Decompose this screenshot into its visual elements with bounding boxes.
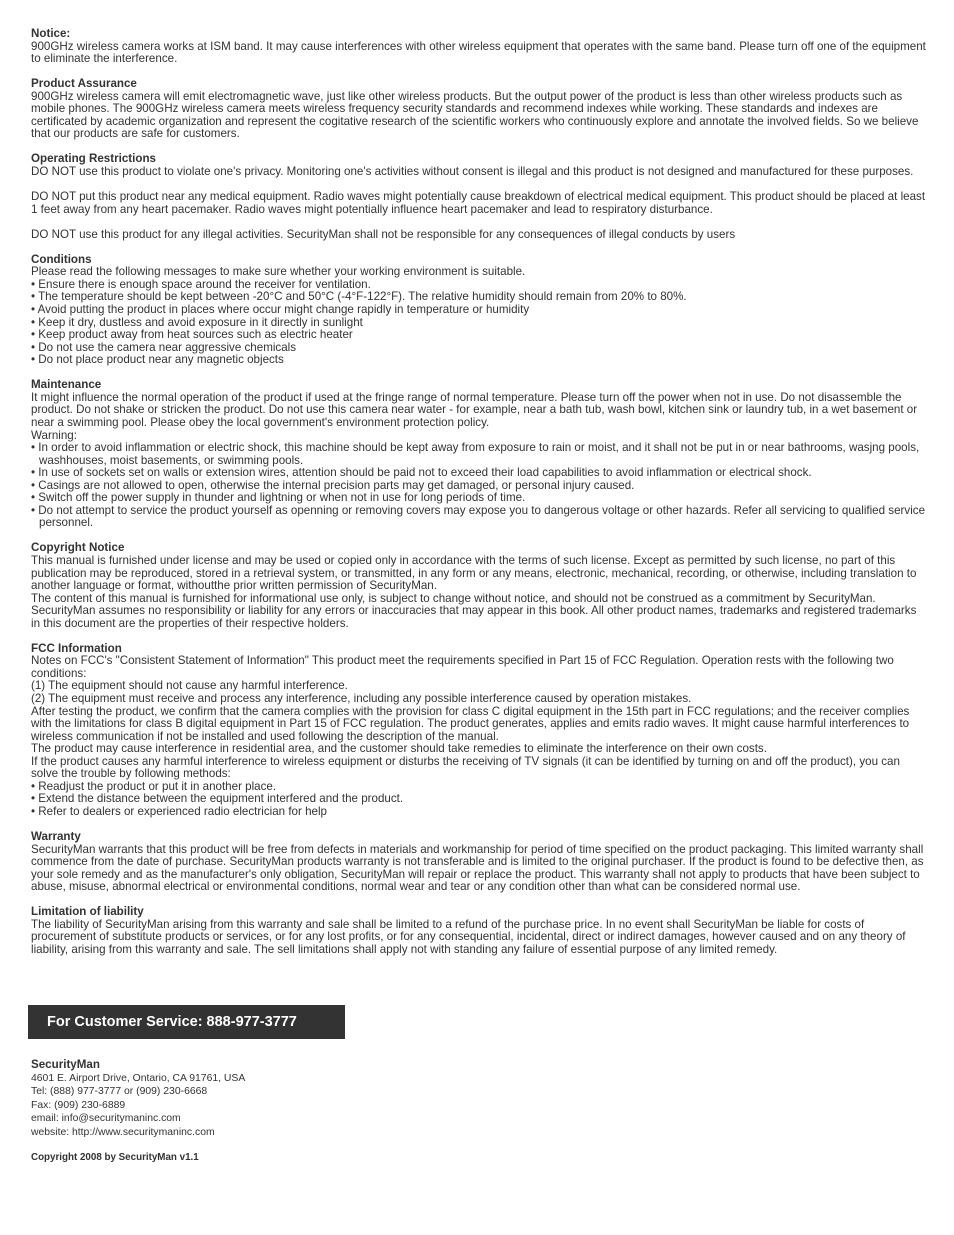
copyright-line: Copyright 2008 by SecurityMan v1.1 <box>31 1152 199 1164</box>
list-item: • In use of sockets set on walls or extension wires, attention should be paid not to exceed their load capabilities to avoid inflammation or electrical shock. <box>31 466 812 480</box>
paragraph: SecurityMan warrants that this product will be free from defects in materials and workmanship for period of time specified on the product packaging. This limited warranty shall commence from the date of purchase. SecurityMan products warranty is not transferable and is limited to the original purchaser. If the product is found to be defective then, as your sole remedy and as the manufacturer's only obligation, SecurityMan will repair or replace the product. This warranty shall not apply to products that have been subject to abuse, misuse, abnormal electrical or environmental conditions, normal wear and tear or any condition other than what can be considered normal use. <box>31 842 924 894</box>
paragraph: Please read the following messages to make sure whether your working environment is suitable. <box>31 265 526 279</box>
paragraph: 900GHz wireless camera will emit electromagnetic wave, just like other wireless products. But the output power of the product is less than other wireless products such as mobile phones. The 900GHz wireless camera meets wireless frequency security standards and recommend indexes while working. These standards and indexes are certificated by academic organization and represent the cogitative research of the scientific workers who continuously explore and annotate the involved fields. So we believe that our products are safe for customers. <box>31 89 919 141</box>
section-heading: Conditions <box>31 252 92 266</box>
paragraph: The content of this manual is furnished for informational use only, is subject to change without notice, and should not be construed as a commitment by SecurityMan. SecurityMan assumes no responsibility or liability for any errors or inaccuracies that may appear in this book. All other product names, trademarks and registered trademarks in this document are the properties of their respective holders. <box>31 591 917 630</box>
product-assurance-section <box>31 78 927 141</box>
notice-section <box>31 28 927 66</box>
limitation-of-liability-section <box>31 906 927 956</box>
manual-text <box>31 28 927 969</box>
telephone: Tel: (888) 977-3777 or (909) 230-6668 <box>31 1086 208 1098</box>
customer-service-banner: For Customer Service: 888-977-3777 <box>28 1005 345 1039</box>
fcc-information-section <box>31 643 927 819</box>
section-heading: Maintenance <box>31 378 102 392</box>
section-heading: Limitation of liability <box>31 905 144 919</box>
paragraph: The liability of SecurityMan arising from this warranty and sale shall be limited to a refund of the purchase price. In no event shall SecurityMan be liable for costs of procurement of substitute products or services, or for any lost profits, or for any consequential, incidental, direct or indirect damages, however caused and on any theory of liability, arising from this warranty and sale. The sell limitations shall apply not with standing any failure of essential purpose of any limited remedy. <box>31 917 906 956</box>
company-name: SecurityMan <box>31 1058 100 1071</box>
paragraph: Warning: <box>31 428 77 442</box>
list-item: • Switch off the power supply in thunder and lightning or when not in use for long periods of time. <box>31 491 526 505</box>
fax: Fax: (909) 230-6889 <box>31 1099 126 1111</box>
section-heading: Copyright Notice <box>31 541 125 555</box>
copyright-notice-section <box>31 542 927 630</box>
paragraph: This manual is furnished under license and may be used or copied only in accordance with the terms of such license. Except as permitted by such license, no part of this publication may be reproduced, stored in a retrieval system, or transmitted, in any form or any means, electronic, mechanical, recording, or otherwise, including translation to another language or format, withoutthe prior written permission of SecurityMan. <box>31 553 917 593</box>
list-item: • Avoid putting the product in places where occur might change rapidly in temperature or humidity <box>31 303 530 317</box>
paragraph: (2) The equipment must receive and process any interference, including any possible interference caused by operation mistakes. <box>31 691 692 705</box>
section-heading: Operating Restrictions <box>31 152 156 166</box>
list-item: • In order to avoid inflammation or electric shock, this machine should be kept away from exposure to rain or moist, and it shall not be put in or near bathrooms, wasjng pools, washhouses, moist basements, or swimming pools. <box>31 441 920 467</box>
warranty-section <box>31 831 927 894</box>
list-item: • Keep it dry, dustless and avoid exposure in it directly in sunlight <box>31 315 363 329</box>
list-item: • The temperature should be kept between -20°C and 50°C (-4°F-122°F). The relative humidity should remain from 20% to 80%. <box>31 290 687 304</box>
paragraph: If the product causes any harmful interference to wireless equipment or disturbs the receiving of TV signals (it can be identified by turning on and off the product), you can solve the trouble by following methods: <box>31 754 900 781</box>
paragraph: It might influence the normal operation of the product if used at the fringe range of normal temperature. Please turn off the power when not in use. Do not disassemble the product. Do not shake or stricken the product. Do not use this camera near water - for example, near a bath tub, wash bowl, kitchen sink or laundry tub, in a wet basement or near a swimming pool. Please obey the local government's environment protection policy. <box>31 390 918 429</box>
email: email: info@securitymaninc.com <box>31 1113 181 1125</box>
list-item: • Refer to dealers or experienced radio electrician for help <box>31 804 327 818</box>
paragraph: The product may cause interference in residential area, and the customer should take remedies to eliminate the interference on their own costs. <box>31 742 767 756</box>
conditions-section <box>31 254 927 367</box>
section-heading: Warranty <box>31 830 81 843</box>
section-heading: Product Assurance <box>31 77 137 91</box>
list-item: • Do not attempt to service the product yourself as openning or removing covers may expose you to dangerous voltage or other hazards. Refer all servicing to qualified service personnel. <box>31 503 926 530</box>
list-item: • Do not place product near any magnetic objects <box>31 353 284 367</box>
list-item: • Do not use the camera near aggressive chemicals <box>31 340 297 354</box>
list-item: • Casings are not allowed to open, otherwise the internal precision parts may get damaged, or personal injury caused. <box>31 478 635 492</box>
paragraph: DO NOT put this product near any medical equipment. Radio waves might potentially cause breakdown of electrical medical equipment. This product should be placed at least 1 feet away from any heart pacemaker. Radio waves might potentially influence heart pacemaker and lead to respiratory disturbance. <box>31 190 926 216</box>
list-item: • Extend the distance between the equipment interfered and the product. <box>31 792 404 806</box>
list-item: • Keep product away from heat sources such as electric heater <box>31 328 353 342</box>
section-heading: Notice: <box>31 27 71 40</box>
website: website: http://www.securitymaninc.com <box>31 1126 215 1138</box>
paragraph: Notes on FCC's "Consistent Statement of Information" This product meet the requirements specified in Part 15 of FCC Regulation. Operation rests with the following two conditions: <box>31 654 894 680</box>
list-item: • Readjust the product or put it in another place. <box>31 779 277 793</box>
paragraph: DO NOT use this product for any illegal activities. SecurityMan shall not be responsible for any consequences of illegal conducts by users <box>31 227 736 241</box>
section-heading: FCC Information <box>31 641 122 655</box>
paragraph: (1) The equipment should not cause any harmful interference. <box>31 679 348 693</box>
paragraph: DO NOT use this product to violate one's privacy. Monitoring one's activities without consent is illegal and this product is not designed and manufactured for these purposes. <box>31 165 914 179</box>
paragraph: 900GHz wireless camera works at ISM band. It may cause interferences with other wireless equipment that operates with the same band. Please turn off one of the equipment to eliminate the interference. <box>31 39 926 66</box>
operating-restrictions-section <box>31 153 927 241</box>
address: 4601 E. Airport Drive, Ontario, CA 91761, USA <box>31 1073 246 1084</box>
contact-block <box>31 1058 431 1164</box>
list-item: • Ensure there is enough space around the receiver for ventilation. <box>31 277 371 291</box>
maintenance-section <box>31 379 927 530</box>
paragraph: After testing the product, we confirm that the camera complies with the provision for class C digital equipment in the 15th part in FCC regulations; and the receiver complies with the limitations for class B digital equipment in Part 15 of FCC regulation. The product generates, applies and emits radio waves. It might cause harmful interferences to wireless communication if not be installed and used following the description of the manual. <box>31 704 910 743</box>
